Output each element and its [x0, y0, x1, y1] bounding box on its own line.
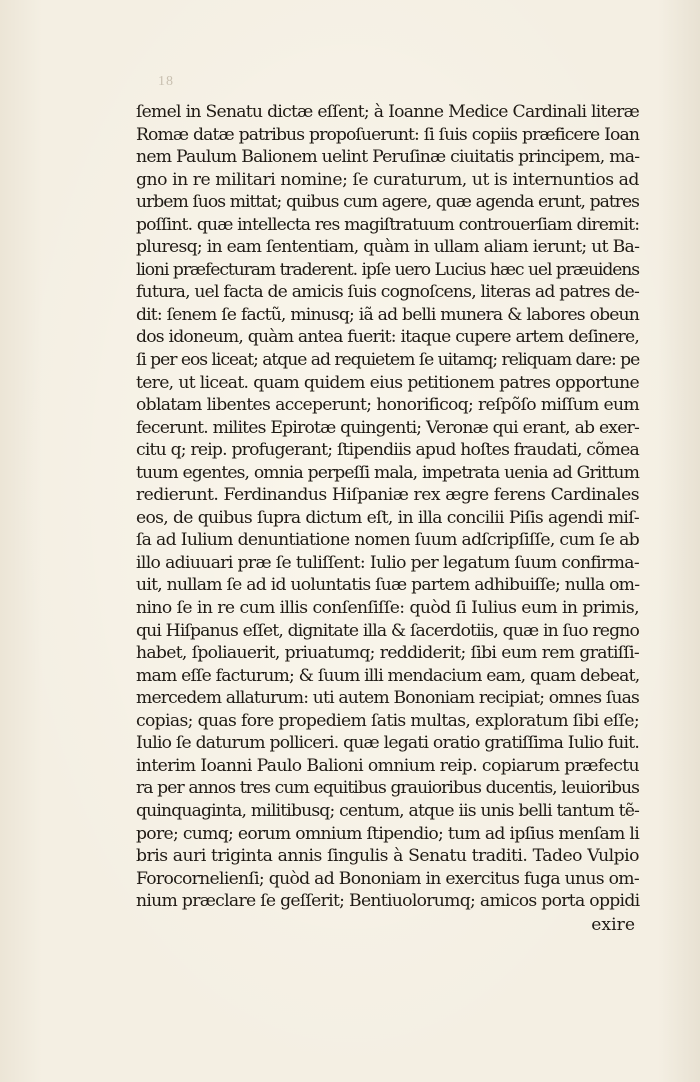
text-line: oblatam libentes acceperunt; honorificoq; reſpõſo miſſum eum: [136, 395, 639, 416]
text-line: eos, de quibus ſupra dictum eſt, in illa concilii Piſis agendi miſ-: [136, 507, 639, 528]
catchword: exire: [591, 915, 635, 935]
text-line: nium præclare ſe geſſerit; Bentiuolorumq; amicos porta oppidi: [136, 891, 640, 912]
text-line: lioni præfecturam traderent. ipſe uero Lucius hæc uel præuidens: [136, 259, 639, 280]
text-line: nino ſe in re cum illis conſenſiſſe: quòd ſi Iulius eum in primis,: [136, 598, 639, 619]
text-line: Iulio ſe daturum polliceri. quæ legati oratio gratiſſima Iulio fuit.: [136, 733, 639, 754]
text-line: illo adiuuari præ ſe tuliſſent: Iulio per legatum ſuum confirma-: [136, 552, 639, 573]
text-line: redierunt. Ferdinandus Hiſpaniæ rex ægre ferens Cardinales: [136, 485, 639, 506]
text-line: qui Hiſpanus eſſet, dignitate illa & ſacerdotiis, quæ in ſuo regno: [136, 620, 639, 641]
text-line: ſa ad Iulium denuntiatione nomen ſuum adſcripſiſſe, cum ſe ab: [136, 530, 639, 551]
text-block: [136, 101, 639, 913]
text-line: citu q; reip. profugerant; ſtipendiis apud hoſtes fraudati, cõmea: [136, 440, 639, 461]
text-line: Forocornelienſi; quòd ad Bononiam in exercitus fuga unus om-: [136, 868, 639, 889]
text-line: ſi per eos liceat; atque ad requietem ſe uitamq; reliquam dare: pe: [136, 350, 640, 371]
text-line: nem Paulum Balionem uelint Peruſinæ ciuitatis principem, ma-: [136, 147, 640, 168]
text-line: habet, ſpoliauerit, priuatumq; reddiderit; ſibi eum rem gratiſſi-: [136, 643, 639, 664]
text-line: tere, ut liceat. quam quidem eius petitionem patres opportune: [136, 372, 639, 393]
page-number: 18: [158, 74, 174, 89]
text-line: copias; quas fore propediem ſatis multas, exploratum ſibi eſſe;: [136, 710, 639, 731]
text-line: fecerunt. milites Epirotæ quingenti; Veronæ qui erant, ab exer-: [136, 417, 639, 438]
text-line: gno in re militari nomine; ſe curaturum, ut is internuntios ad: [136, 169, 639, 190]
text-line: quinquaginta, militibusq; centum, atque iis unis belli tantum tẽ-: [136, 800, 639, 821]
text-line: pluresq; in eam ſententiam, quàm in ullam aliam ierunt; ut Ba-: [136, 237, 640, 258]
text-line: Romæ datæ patribus propoſuerunt: ſi ſuis copiis præficere Ioan: [136, 124, 639, 145]
text-line: interim Ioanni Paulo Balioni omnium reip. copiarum præfectu: [136, 755, 640, 776]
text-line: poſſint. quæ intellecta res magiſtratuum controuerſiam diremit:: [136, 214, 640, 235]
text-line: bris auri triginta annis ſingulis à Senatu traditi. Tadeo Vulpio: [136, 846, 639, 867]
text-line: urbem ſuos mittat; quibus cum agere, quæ agenda erunt, patres: [136, 192, 639, 213]
text-line: mercedem allaturum: uti autem Bononiam recipiat; omnes ſuas: [136, 688, 639, 709]
text-line: dos idoneum, quàm antea fuerit: itaque cupere artem deſinere,: [136, 327, 639, 348]
text-line: tuum egentes, omnia perpeſſi mala, impetrata uenia ad Grittum: [136, 462, 639, 483]
text-line: ſemel in Senatu dictæ eſſent; à Ioanne Medice Cardinali literæ: [136, 102, 639, 122]
text-line: mam eſſe facturum; & ſuum illi mendacium eam, quam debeat,: [136, 665, 640, 686]
text-line: dit: ſenem ſe factũ, minusq; iã ad belli munera & labores obeun: [136, 304, 639, 325]
text-line: ra per annos tres cum equitibus grauioribus ducentis, leuioribus: [136, 778, 639, 799]
text-line: futura, uel facta de amicis ſuis cognoſcens, literas ad patres de-: [136, 282, 640, 303]
text-line: pore; cumq; eorum omnium ſtipendio; tum ad ipſius menſam li: [136, 823, 639, 844]
text-line: uit, nullam ſe ad id uoluntatis ſuæ partem adhibuiſſe; nulla om-: [136, 575, 640, 596]
